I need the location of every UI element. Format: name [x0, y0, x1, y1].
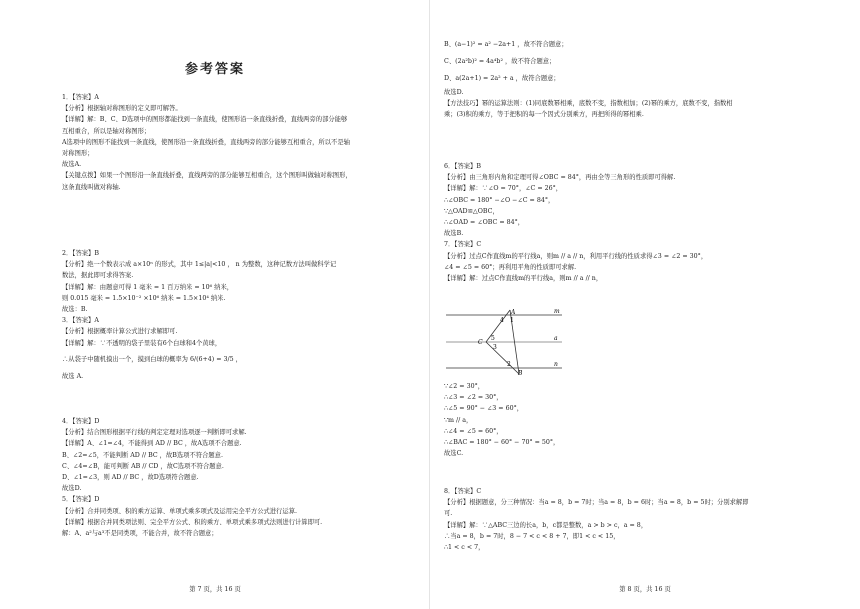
page-title: 参考答案 [184, 62, 245, 77]
text-line: 【分析】根据轴对称图形的定义即可解答。 [62, 105, 182, 113]
text-line: D、a(2a+1) = 2a² + a ，故符合题意； [444, 75, 560, 82]
text-line: C、∠4=∠B，能可判断 AB // CD ，故C选项不符合题意. [62, 462, 224, 470]
answer-block-4-5 [62, 416, 412, 539]
answer-block-8 [444, 486, 794, 553]
text-line: 【分析】过点C作直线m的平行线a，则m // a // n，利用平行线的性质求得∠3 = ∠2 = 30°， [444, 252, 708, 260]
text-line: 8．【答案】C [444, 488, 482, 495]
text-line: 【详解】解：过点C作直线m的平行线a，则m // a // n， [444, 274, 603, 282]
text-line: 【分析】绝一个数表示成 a×10ⁿ 的形式，其中 1≤|a|<10 ， n 为整数，这种记数方法叫做科学记 [62, 261, 337, 269]
text-line: 【方法技巧】幂的运算法则：(1)同底数幂相乘，底数不变，指数相加；(2)幂的乘方，底数不变，指数相 [444, 100, 733, 108]
text-line: 【分析】合并同类项、积的乘方运算、单项式乘多项式及运用完全平方公式进行运算. [62, 507, 297, 515]
answer-block-6-7 [444, 161, 794, 284]
text-line: 故选：B. [62, 305, 88, 313]
label-m: m [554, 308, 560, 315]
text-line: 【关键点拨】如果一个图形沿一条直线折叠，直线两旁的部分能够互相重合，这个图形叫做轴对称图形， [62, 172, 352, 180]
text-line: B、(a−1)² = a² −2a+1 ，故不符合题意； [444, 41, 568, 48]
text-line: ∵∠2 = 30°， [444, 383, 485, 390]
text-line: 【详解】解：∵不透明的袋子里装有6个白球和4个黄球， [62, 339, 222, 347]
text-line: ∴∠3 = ∠2 = 30°， [444, 394, 503, 402]
text-line: ∴从袋子中随机摸出一个，摸到白球的概率为 6/(6+4) = 3/5 ， [62, 355, 242, 363]
text-line: 【详解】解：∵△ABC三边的长a，b，c都是整数，a > b > c，a = 8， [444, 521, 648, 529]
text-line: B、∠2=∠5，不能判断 AD // BC ，故B选项不符合题意. [62, 451, 223, 459]
text-line: 6．【答案】B [444, 163, 481, 170]
text-line: 7．【答案】C [444, 241, 482, 249]
text-line: ∴∠5 = 90° − ∠3 = 60°， [444, 405, 524, 413]
text-line: 可. [444, 510, 453, 518]
label-point-b: B [518, 370, 523, 376]
text-line: 【详解】A、∠1=∠4，不能得到 AD // BC ，故A选项不合题意. [62, 440, 242, 448]
text-line: 数法，据此即可求得答案. [62, 272, 134, 280]
text-line: C、(2a²b)² = 4a⁴b² ，故不符合题意； [444, 58, 556, 65]
text-line: ∵m // a， [444, 416, 473, 424]
text-line: 【分析】结合图形根据平行线的判定定理对选项逐一判断即可求解. [62, 429, 247, 437]
text-line: 【分析】根据概率计算公式进行求解即可. [62, 328, 178, 336]
label-angle-5: 5 [491, 335, 495, 342]
text-line: 【分析】根据题意，分三种情况：当a = 8，b = 7时；当a = 8，b = 6时；当a = 8，b = 5时；分别求解即 [444, 499, 749, 507]
text-line: ∴∠4 = ∠5 = 60°， [444, 427, 503, 435]
text-line: ∵△OAD≌△OBC， [444, 207, 499, 215]
label-angle-3: 3 [493, 344, 497, 351]
text-line: 故选D. [62, 485, 82, 493]
text-line: 故选 A. [62, 372, 84, 380]
text-line: 故选B. [444, 230, 464, 238]
text-line: 5．【答案】D [62, 496, 100, 504]
text-line: ∴∠BAC = 180° − 60° − 70° = 50°， [444, 438, 560, 446]
answer-block-5-cont [444, 36, 794, 121]
text-line: 这条直线叫做对称轴. [62, 183, 121, 191]
text-line: 故选A. [62, 161, 82, 169]
segment-cb [486, 342, 519, 374]
text-line: ∴1 < c < 7， [444, 543, 485, 551]
parallel-lines-figure [444, 308, 564, 376]
text-line: 【详解】根据合并同类项法则、完全平方公式、积的乘方、单项式乘多项式法则进行计算即可. [62, 518, 323, 526]
text-line: 1．【答案】A [62, 94, 99, 101]
text-line: 【详解】解：∵∠O = 70°，∠C = 26°， [444, 185, 563, 193]
text-line: 【详解】解：由题意可得 1 毫米 = 1 百万纳米 = 10⁶ 纳米， [62, 283, 234, 291]
text-line: ∠4 = ∠5 = 60°；再利用平角的性质即可求解. [444, 263, 577, 271]
label-a: a [554, 335, 558, 342]
text-line: 故选D. [444, 89, 464, 96]
answer-block-1 [62, 92, 412, 193]
label-angle-4: 4 [500, 317, 504, 324]
text-line: 乘；(3)积的乘方，等于把积的每一个因式分别乘方，再把所得的幂相乘. [444, 111, 644, 119]
text-line: 互相重合，所以是轴对称图形； [62, 127, 151, 135]
page-footer: 第 7 页，共 16 页 [189, 586, 241, 593]
text-line: 对称图形； [62, 149, 94, 157]
text-line: 4．【答案】D [62, 418, 100, 425]
text-line: 【分析】由三角形内角和定理可得∠OBC = 84°，再由全等三角形的性质即可得解. [444, 174, 676, 182]
text-line: 则 0.015 毫米 = 1.5×10⁻² ×10⁶ 纳米 = 1.5×10⁴ 纳米. [62, 294, 226, 302]
text-line: 故选C. [444, 450, 464, 458]
answer-block-7-cont [444, 381, 794, 459]
text-line: ∴∠OBC = 180° −∠O −∠C = 84°， [444, 196, 555, 204]
text-line: ∴∠OAD = ∠OBC = 84°， [444, 218, 525, 226]
text-line: 解：A、a²与a³不是同类项，不能合并，故不符合题意； [62, 529, 218, 537]
label-n: n [554, 361, 558, 368]
text-line: 2．【答案】B [62, 250, 99, 257]
page-footer: 第 8 页，共 16 页 [619, 586, 671, 593]
label-point-c: C [478, 339, 483, 346]
label-point-a: A [511, 309, 516, 316]
text-line: 3．【答案】A [62, 317, 99, 325]
text-line: 【详解】解：B、C、D选项中的图形都能找到一条直线，使图形沿一条直线折叠，直线两旁的部分能够 [62, 116, 348, 124]
text-line: A选项中的图形不能找到一条直线，使图形沿一条直线折叠，直线两旁的部分能够互相重合，所以不是轴 [62, 138, 350, 146]
text-line: D、∠1=∠3，则 AD // BC ，故D选项符合题意. [62, 473, 199, 481]
text-line: ∴当a = 8，b = 7时，8 − 7 < c < 8 + 7，即1 < c < 15， [444, 532, 620, 540]
label-angle-2: 2 [507, 361, 511, 368]
right-page [430, 0, 860, 609]
answer-block-2-3 [62, 248, 412, 382]
label-angle-1: 1 [510, 317, 514, 324]
